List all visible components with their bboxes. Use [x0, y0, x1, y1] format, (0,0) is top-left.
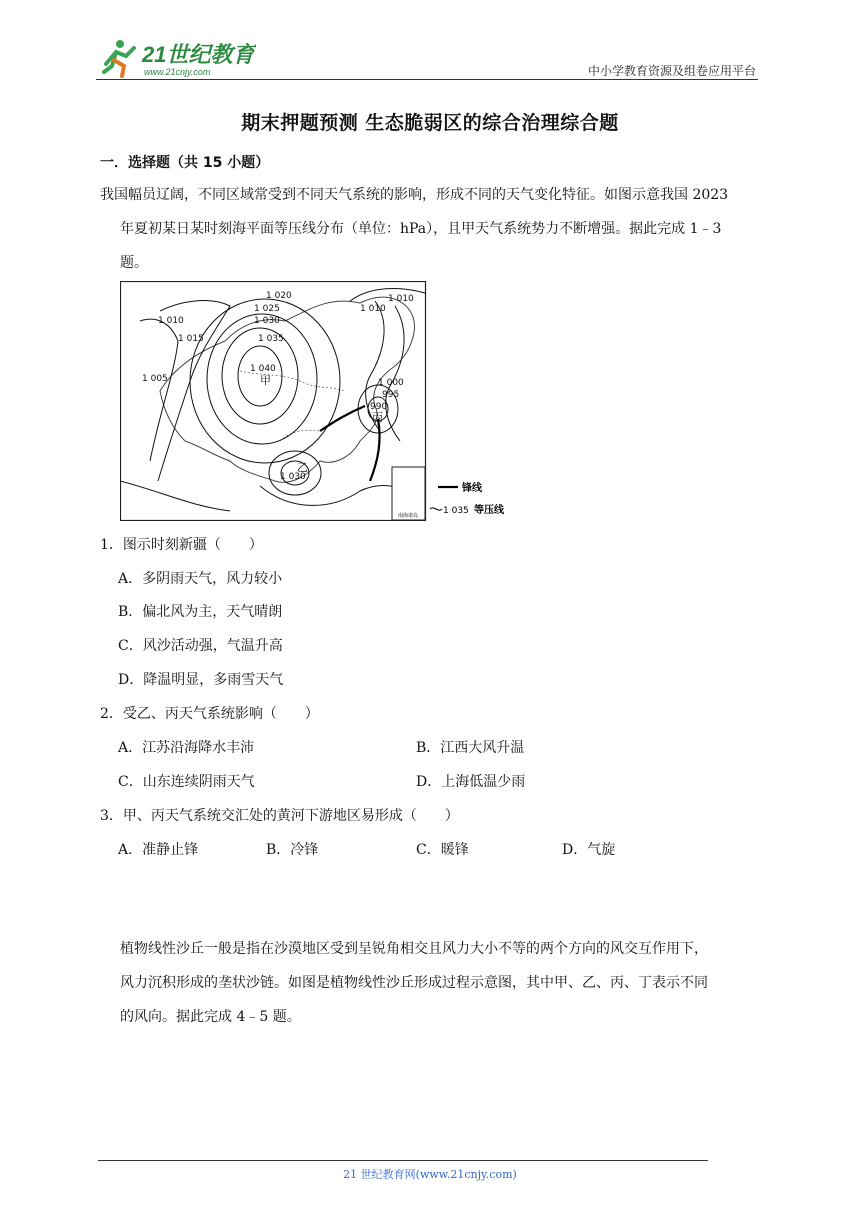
- svg-text:1 035: 1 035: [443, 506, 469, 516]
- q2-option-d[interactable]: D．上海低温少雨: [416, 774, 526, 790]
- footer-link[interactable]: 21 世纪教育网(www.21cnjy.com): [343, 1168, 517, 1181]
- svg-text:锋线: 锋线: [462, 483, 482, 494]
- q2-option-b[interactable]: B．江西大风升温: [416, 740, 525, 756]
- svg-text:1 040: 1 040: [250, 364, 276, 374]
- q1-option-b[interactable]: B．偏北风为主，天气晴朗: [118, 604, 283, 620]
- q3-option-a[interactable]: A．准静止锋: [118, 842, 199, 858]
- header-divider: [96, 79, 758, 80]
- intro-line-2: 年夏初某日某时刻海平面等压线分布（单位：hPa），且甲天气系统势力不断增强。据此完成 1﹣3: [120, 221, 722, 237]
- svg-text:南海诸岛: 南海诸岛: [397, 513, 419, 519]
- isobar-map: [120, 281, 516, 521]
- svg-text:1 035: 1 035: [258, 334, 284, 344]
- svg-text:1 010: 1 010: [158, 316, 184, 326]
- svg-text:1 030: 1 030: [280, 472, 306, 482]
- svg-text:1 030: 1 030: [254, 316, 280, 326]
- q3-option-d[interactable]: D．气旋: [562, 842, 616, 858]
- q1-option-d[interactable]: D．降温明显，多雨雪天气: [118, 672, 284, 688]
- footer-divider: [98, 1160, 708, 1161]
- svg-text:丙: 丙: [372, 411, 383, 424]
- svg-text:1 005: 1 005: [142, 374, 168, 384]
- intro-line-1: 我国幅员辽阔，不同区域常受到不同天气系统的影响，形成不同的天气变化特征。如图示意我国 2023: [100, 187, 729, 203]
- page-title: 期末押题预测 生态脆弱区的综合治理综合题: [241, 112, 619, 134]
- site-logo: [96, 36, 256, 80]
- q3-option-b[interactable]: B．冷锋: [266, 842, 319, 858]
- svg-text:www.21cnjy.com: www.21cnjy.com: [144, 67, 211, 77]
- svg-text:1 025: 1 025: [254, 304, 280, 314]
- svg-text:乙: 乙: [297, 461, 308, 474]
- svg-text:1 010: 1 010: [360, 304, 386, 314]
- section-heading: 一．选择题（共 15 小题）: [100, 155, 270, 171]
- svg-text:1 010: 1 010: [388, 294, 414, 304]
- passage2-line-2: 风力沉积形成的垄状沙链。如图是植物线性沙丘形成过程示意图，其中甲、乙、丙、丁表示不同: [120, 975, 708, 991]
- svg-text:等压线: 等压线: [474, 505, 504, 516]
- intro-line-3: 题。: [120, 255, 148, 271]
- passage2-line-3: 的风向。据此完成 4﹣5 题。: [120, 1009, 301, 1025]
- question-3: 3．甲、丙天气系统交汇处的黄河下游地区易形成（ ）: [100, 808, 459, 824]
- question-1: 1．图示时刻新疆（ ）: [100, 537, 263, 553]
- q1-option-a[interactable]: A．多阴雨天气，风力较小: [118, 571, 283, 587]
- q2-option-a[interactable]: A．江苏沿海降水丰沛: [118, 740, 255, 756]
- svg-text:990: 990: [370, 402, 388, 412]
- q1-option-c[interactable]: C．风沙活动强，气温升高: [118, 638, 283, 654]
- svg-text:甲: 甲: [260, 374, 271, 387]
- svg-text:21世纪教育: 21世纪教育: [142, 42, 255, 67]
- svg-text:1 015: 1 015: [178, 334, 204, 344]
- platform-label: 中小学教育资源及组卷应用平台: [587, 64, 756, 78]
- svg-text:995: 995: [382, 390, 400, 400]
- q2-option-c[interactable]: C．山东连续阴雨天气: [118, 774, 255, 790]
- question-2: 2．受乙、丙天气系统影响（ ）: [100, 706, 319, 722]
- svg-text:1 000: 1 000: [378, 378, 404, 388]
- passage2-line-1: 植物线性沙丘一般是指在沙漠地区受到呈锐角相交且风力大小不等的两个方向的风交互作用下，: [120, 941, 708, 957]
- q3-option-c[interactable]: C．暖锋: [416, 842, 469, 858]
- svg-text:1 020: 1 020: [266, 291, 292, 301]
